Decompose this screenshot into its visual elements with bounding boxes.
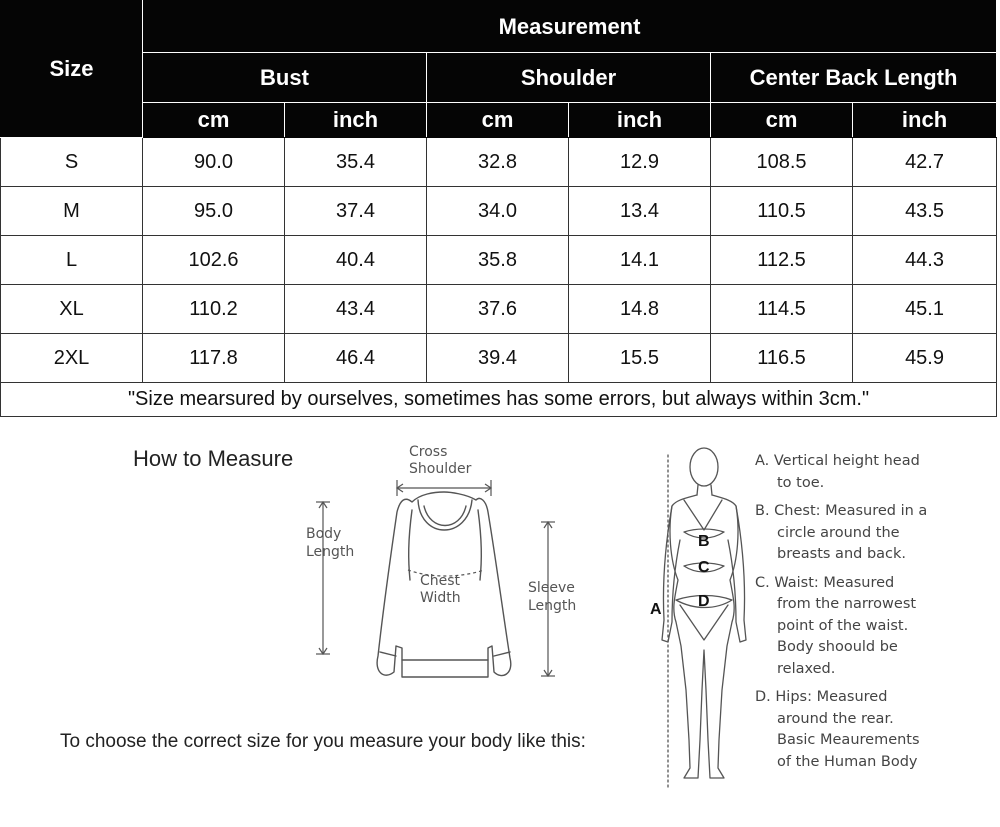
garment-armhole-left	[409, 510, 412, 580]
body-length-label-line1: Body	[306, 526, 342, 542]
figure-left-arm	[662, 506, 680, 642]
table-cell: 35.8	[427, 236, 569, 285]
figure-letter-c: C	[698, 559, 710, 576]
how-to-measure-title: How to Measure	[133, 446, 294, 471]
measurement-notes	[755, 451, 995, 780]
note-d	[755, 687, 995, 773]
note-c-line: relaxed.	[777, 660, 836, 677]
note-d-line: around the rear.	[777, 710, 894, 727]
unit-header: cm	[427, 103, 569, 138]
note-a-line: A. Vertical height head	[755, 453, 920, 469]
measure-instruction: To choose the correct size for you measure your body like this:	[60, 731, 586, 752]
cross-shoulder-label-line2: Shoulder	[409, 461, 472, 477]
note-b-line: B. Chest: Measured in a	[755, 503, 928, 519]
note-c	[755, 573, 995, 681]
measurement-header: Measurement	[143, 1, 997, 53]
figure-letter-d: D	[698, 593, 710, 610]
sleeve-length-label-line1: Sleeve	[528, 580, 575, 596]
table-cell: 108.5	[711, 138, 853, 187]
table-cell: 117.8	[143, 334, 285, 383]
cross-shoulder-label-line1: Cross	[409, 444, 448, 460]
table-cell: 45.9	[853, 334, 997, 383]
body-figure-drawing	[662, 448, 746, 790]
size-column-header: Size	[1, 1, 143, 138]
table-cell: 43.5	[853, 187, 997, 236]
table-cell: 110.5	[711, 187, 853, 236]
size-cell: M	[1, 187, 143, 236]
unit-header: inch	[853, 103, 997, 138]
body-length-label-line2: Length	[306, 544, 355, 560]
table-cell: 44.3	[853, 236, 997, 285]
table-cell: 43.4	[285, 285, 427, 334]
note-d-line: D. Hips: Measured	[755, 689, 888, 705]
table-cell: 110.2	[143, 285, 285, 334]
note-c-line: point of the waist.	[777, 617, 909, 634]
table-cell: 112.5	[711, 236, 853, 285]
table-cell: 42.7	[853, 138, 997, 187]
table-cell: 14.8	[569, 285, 711, 334]
table-cell: 32.8	[427, 138, 569, 187]
garment-armhole-right	[478, 510, 481, 580]
unit-header: cm	[143, 103, 285, 138]
table-cell: 46.4	[285, 334, 427, 383]
cuff-right	[494, 652, 510, 656]
unit-header: inch	[569, 103, 711, 138]
note-c-line: from the narrowest	[777, 596, 917, 612]
figure-right-arm	[728, 506, 746, 642]
table-cell: 12.9	[569, 138, 711, 187]
group-header-shoulder: Shoulder	[427, 53, 711, 103]
table-cell: 102.6	[143, 236, 285, 285]
note-a	[755, 451, 995, 494]
garment-inner-neck	[424, 506, 466, 526]
group-header-bust: Bust	[143, 53, 427, 103]
table-cell: 37.6	[427, 285, 569, 334]
note-b-line: circle around the	[777, 524, 900, 541]
table-cell: 37.4	[285, 187, 427, 236]
unit-header: cm	[711, 103, 853, 138]
chest-width-label-line2: Width	[420, 590, 461, 606]
table-cell: 40.4	[285, 236, 427, 285]
group-header-center-back-length: Center Back Length	[711, 53, 997, 103]
table-cell: 39.4	[427, 334, 569, 383]
note-c-line: C. Waist: Measured	[755, 574, 895, 591]
figure-letter-a: A	[650, 601, 662, 618]
note-b-line: breasts and back.	[777, 546, 907, 562]
chest-width-label-line1: Chest	[420, 573, 461, 589]
table-cell: 45.1	[853, 285, 997, 334]
note-d-line: of the Human Body	[777, 753, 918, 770]
note-c-line: Body shoould be	[777, 639, 898, 655]
size-cell: 2XL	[1, 334, 143, 383]
table-cell: 35.4	[285, 138, 427, 187]
measurement-note: "Size mearsured by ourselves, sometimes has some errors, but always within 3cm."	[1, 383, 997, 417]
table-cell: 34.0	[427, 187, 569, 236]
size-cell: XL	[1, 285, 143, 334]
table-cell: 13.4	[569, 187, 711, 236]
table-cell: 114.5	[711, 285, 853, 334]
figure-head	[690, 448, 718, 486]
note-b	[755, 501, 995, 566]
sleeve-length-label-line2: Length	[528, 598, 577, 614]
unit-header: inch	[285, 103, 427, 138]
figure-letter-b: B	[698, 533, 710, 550]
size-cell: S	[1, 138, 143, 187]
table-cell: 14.1	[569, 236, 711, 285]
size-cell: L	[1, 236, 143, 285]
note-d-line: Basic Meaurements	[777, 732, 920, 748]
table-cell: 15.5	[569, 334, 711, 383]
table-cell: 116.5	[711, 334, 853, 383]
cuff-left	[380, 652, 396, 656]
table-cell: 95.0	[143, 187, 285, 236]
table-cell: 90.0	[143, 138, 285, 187]
note-a-line: to toe.	[777, 474, 825, 491]
